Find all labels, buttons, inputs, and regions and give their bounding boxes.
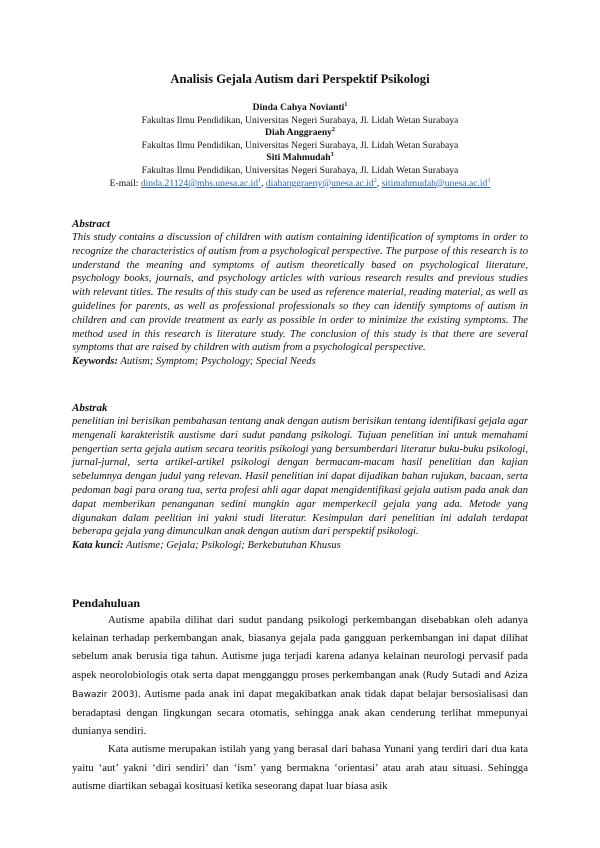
kata-kunci [72, 539, 528, 553]
email-label: E-mail: [109, 177, 141, 189]
kata-kunci-label: Kata kunci: [72, 540, 124, 552]
abstract-section [72, 218, 528, 369]
introduction-section [72, 596, 528, 795]
author-block [72, 102, 528, 190]
keywords-label: Keywords: [72, 356, 118, 368]
abstract-body: This study contains a discussion of children with autism containing identification of symptoms in order to recognize the characteristics of autism from a psychological perspective. The purpose of this research is to understand the meaning and symptoms of autism theoretically based on psychological literature, psychology books, journals, and psychology articles with various research results and previous studies with relevant titles. The results of this study can be used as reference material, reading material, as well as guidelines for parents, as well as professional professionals so they can identify symptoms of autism in children and can provide treatment as early as possible in order to minimize the existing symptoms. The method used in this research is literature study. The conclusion of this study is that there are several symptoms that are raised by children with autism from a psychological perspective. [72, 232, 528, 354]
author-name: Siti Mahmudah$^3$ [266, 152, 334, 164]
introduction-paragraph-2: Kata autisme merupakan istilah yang yang berasal dari bahasa Yunani yang terdiri dari dua kata yaitu ‘aut’ yakni ‘diri sendiri’ dan ‘ism’ yang bermakna ‘orientasi’ atau arah atau situasi. Sehingga autisme diartikan sebagai kosituasi ketika seseorang dapat luar biasa asik [72, 743, 528, 792]
author-affiliation: Fakultas Ilmu Pendidikan, Universitas Negeri Surabaya, Jl. Lidah Wetan Surabaya [141, 139, 459, 151]
email-line: E-mail: $dinda.21124@mhs.unesa.ac.id^1$, $diahanggraeny@unesa.ac.id^2$, $sitimahmudah@unesa.ac.id^3$ [109, 177, 491, 189]
email-link[interactable]: $diahanggraeny@unesa.ac.id^2$ [265, 177, 377, 189]
keywords-values: Autism; Symptom; Psychology; Special Needs [117, 356, 316, 368]
author-affiliation: Fakultas Ilmu Pendidikan, Universitas Negeri Surabaya, Jl. Lidah Wetan Surabaya [141, 114, 459, 126]
introduction-heading: Pendahuluan [72, 596, 141, 610]
introduction-paragraph-1: Autisme apabila dilihat dari sudut pandang psikologi perkembangan disebabkan oleh adanya kelainan terhadap perkembangan anak, biasanya gejala pada gangguan perkembangan ini dapat dilihat sebelum anak berusia tiga tahun. Autisme juga terjadi karena adanya kelainan neurologi pervasif pada aspek neorolobiologis otak serta dapat mengganggu proses perkembangan anak (Rudy Sutadi and Aziza Bawazir 2003). Autisme pada anak ini dapat megakibatkan anak tidak dapat belajar bersosialisasi dan beradaptasi dengan lingkungan secara otomatis, sehingga anak akan cenderung terlihat mmepunyai dunianya sendiri. [72, 614, 528, 738]
keywords [72, 355, 528, 369]
author-name: Dinda Cahya Novianti$^1$ [252, 101, 348, 113]
citation: (Rudy Sutadi and Aziza Bawazir 2003) [72, 670, 528, 700]
abstrak-section [72, 402, 528, 553]
abstract-heading: Abstract [72, 218, 110, 230]
author-name: Diah Anggraeny$^2$ [265, 127, 335, 139]
abstrak-body: penelitian ini berisikan pembahasan tentang anak dengan autism berisikan tentang identifikasi gejala agar mengenali karakteristik austisme dari sudut pandang psikologi. Tujuan penelitian ini untuk memahami pengertian serta gejala autism secara teoritis psikologi yang bersumberdari literatur buku-buku psikologi, jurnal-jurnal, serta artikel-artikel psikologi dengan bermacam-macam hasil penelitian dan kajian sebelumnya dengan judul yang relevan. Hasil penelitian ini dapat dijadikan bahan rujukan, bacaan, serta pedoman bagi para orang tua, serta profesi ahli agar dapat mengidentifikasi gejala autism pada anak dan dapat memberikan penanganan sedini mungkin agar memperkecil gejala yang ada. Metode yang digunakan dalam peelitian ini yakni studi literatur. Kesimpulan dari penelitian ini adalah terdapat beberapa gejala yang dimunculkan anak dengan autism dari perspektif psikologi. [72, 416, 528, 538]
email-link[interactable]: $sitimahmudah@unesa.ac.id^3$ [381, 177, 491, 189]
paper-title: Analisis Gejala Autism dari Perspektif Psikologi [170, 72, 430, 86]
kata-kunci-values: Autisme; Gejala; Psikologi; Berkebutuhan Khusus [123, 540, 341, 552]
email-link[interactable]: $dinda.21124@mhs.unesa.ac.id^1$ [140, 177, 261, 189]
abstrak-heading: Abstrak [72, 402, 108, 414]
author-affiliation: Fakultas Ilmu Pendidikan, Universitas Negeri Surabaya, Jl. Lidah Wetan Surabaya [141, 164, 459, 176]
